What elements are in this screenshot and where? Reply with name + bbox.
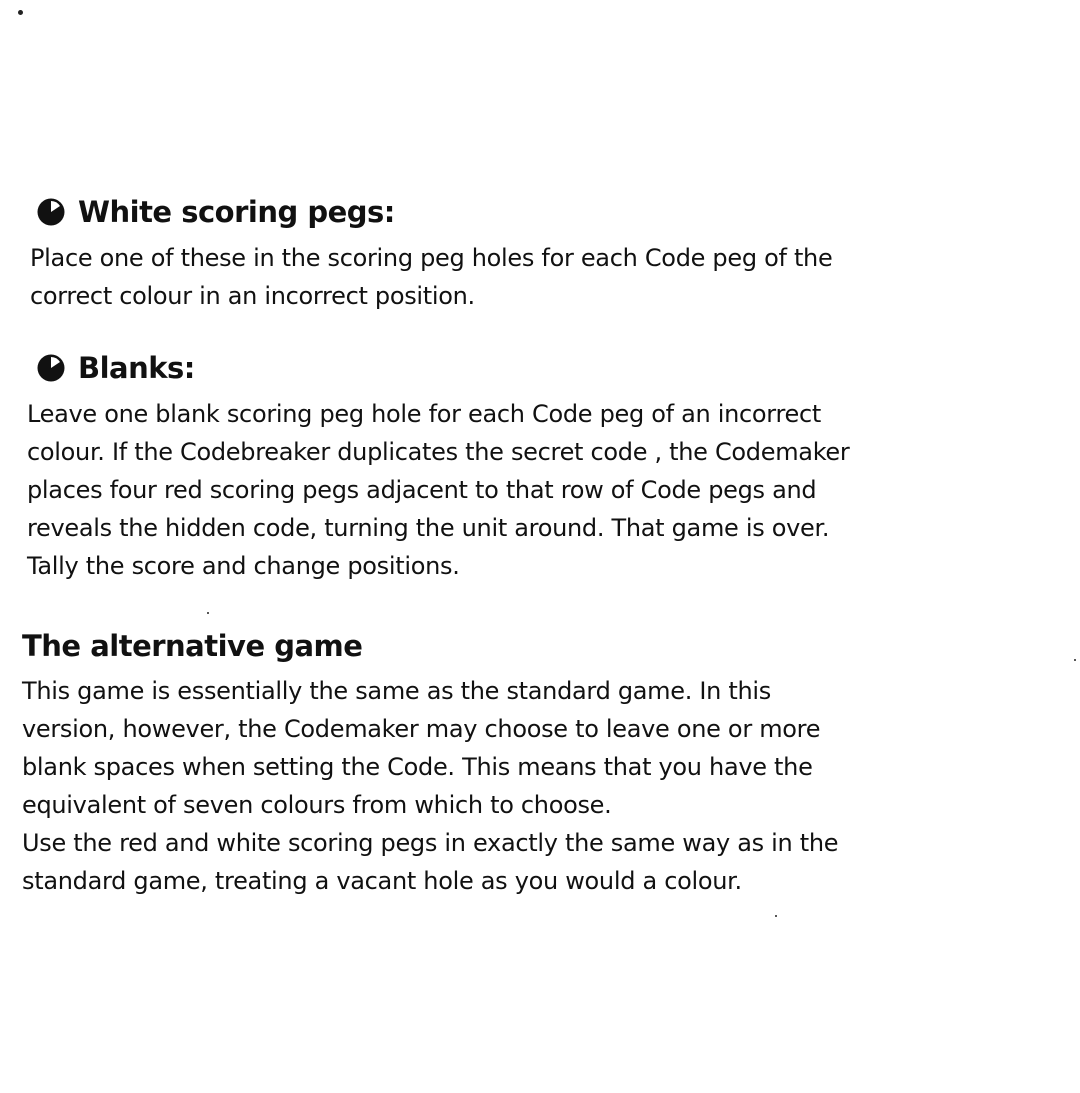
- text-line: standard game, treating a vacant hole as you would a colour.: [22, 867, 742, 895]
- scan-speck: [18, 10, 23, 15]
- text-line: Use the red and white scoring pegs in exactly the same way as in the: [22, 829, 839, 857]
- alternative-game-section: [22, 628, 1062, 664]
- blanks-heading: [36, 350, 1076, 386]
- white-pegs-title: White scoring pegs:: [78, 195, 395, 229]
- text-line: places four red scoring pegs adjacent to that row of Code pegs and: [27, 476, 817, 504]
- peg-icon: [36, 197, 66, 227]
- blanks-body: [27, 395, 1067, 585]
- text-line: correct colour in an incorrect position.: [30, 282, 475, 310]
- white-pegs-heading: [36, 194, 1076, 230]
- text-line: This game is essentially the same as the standard game. In this: [22, 677, 771, 705]
- white-pegs-section: [36, 194, 1076, 230]
- text-line: colour. If the Codebreaker duplicates the secret code , the Codemaker: [27, 438, 850, 466]
- text-line: Leave one blank scoring peg hole for each Code peg of an incorrect: [27, 400, 821, 428]
- peg-icon: [36, 353, 66, 383]
- scan-speck: [207, 612, 209, 614]
- text-line: version, however, the Codemaker may choose to leave one or more: [22, 715, 821, 743]
- scan-speck: [775, 915, 777, 917]
- text-line: Tally the score and change positions.: [27, 552, 460, 580]
- text-line: blank spaces when setting the Code. This means that you have the: [22, 753, 813, 781]
- blanks-section: [36, 350, 1076, 386]
- text-line: reveals the hidden code, turning the unit around. That game is over.: [27, 514, 830, 542]
- white-pegs-body: [30, 239, 1070, 315]
- blanks-title: Blanks:: [78, 351, 195, 385]
- alternative-game-heading: The alternative game: [22, 629, 363, 663]
- scan-speck: [1074, 659, 1076, 661]
- text-line: Place one of these in the scoring peg holes for each Code peg of the: [30, 244, 833, 272]
- alternative-game-body: [22, 672, 1062, 900]
- text-line: equivalent of seven colours from which to choose.: [22, 791, 612, 819]
